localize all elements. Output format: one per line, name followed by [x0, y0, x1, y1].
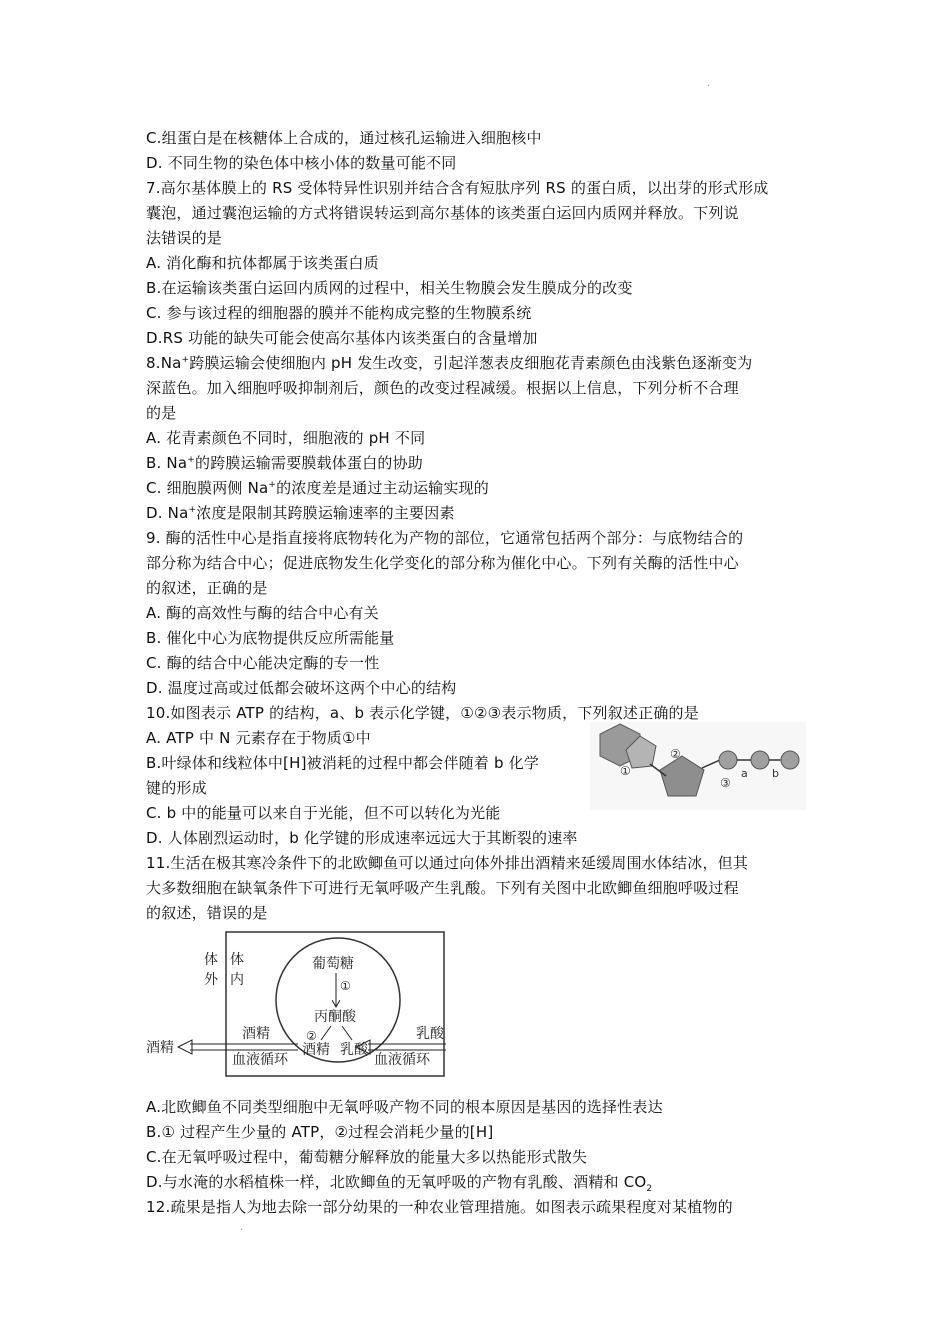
- q7-option-b: B.在运输该类蛋白运回内质网的过程中，相关生物膜会发生膜成分的改变: [146, 279, 633, 297]
- q11-stem-line2: 大多数细胞在缺氧条件下可进行无氧呼吸产生乳酸。下列有关图中北欧鲫鱼细胞呼吸过程: [146, 879, 739, 897]
- q7-option-c: C. 参与该过程的细胞器的膜并不能构成完整的生物膜系统: [146, 304, 532, 322]
- q9-stem-line1: 9. 酶的活性中心是指直接将底物转化为产物的部位，它通常包括两个部分：与底物结合的: [146, 529, 744, 547]
- q11-stem-line3: 的叙述，错误的是: [146, 904, 268, 922]
- label-outside-2: 外: [204, 972, 218, 988]
- respiration-figure: [146, 928, 446, 1080]
- atp-diagram: [590, 722, 806, 810]
- label-pyruvate: 丙酮酸: [314, 1009, 356, 1025]
- label-lactate-right: 乳酸: [416, 1026, 444, 1042]
- q9-option-c: C. 酶的结合中心能决定酶的专一性: [146, 654, 380, 672]
- q12-stem-line1: 12.疏果是指人为地去除一部分幼果的一种农业管理措施。如图表示疏果程度对某植物的: [146, 1198, 733, 1216]
- q8-option-b: B. Na+的跨膜运输需要膜载体蛋白的协助: [146, 454, 424, 472]
- q10-option-d: D. 人体剧烈运动时，b 化学键的形成速率远远大于其断裂的速率: [146, 829, 578, 847]
- q10-option-c: C. b 中的能量可以来自于光能，但不可以转化为光能: [146, 804, 501, 822]
- atp-structure-figure: [590, 722, 806, 810]
- label-2: ②: [670, 747, 681, 761]
- q11-option-d: D.与水淹的水稻植株一样，北欧鲫鱼的无氧呼吸的产物有乳酸、酒精和 $CO_2$: [146, 1173, 653, 1194]
- q8-stem-line2: 深蓝色。加入细胞呼吸抑制剂后，颜色的改变过程减缓。根据以上信息，下列分析不合理: [146, 379, 739, 397]
- label-alcohol-out: 酒精: [146, 1040, 174, 1056]
- q9-stem-line3: 的叙述，正确的是: [146, 579, 268, 597]
- q11-option-b: B.① 过程产生少量的 ATP，②过程会消耗少量的[H]: [146, 1123, 494, 1141]
- q11-stem-line1: 11.生活在极其寒冷条件下的北欧鲫鱼可以通过向体外排出酒精来延缓周围水体结冰，但其: [146, 854, 749, 872]
- q6-option-d: D. 不同生物的染色体中核小体的数量可能不同: [146, 154, 457, 172]
- q7-option-a: A. 消化酶和抗体都属于该类蛋白质: [146, 254, 379, 272]
- respiration-diagram: [146, 928, 446, 1080]
- arrow-to-alcohol: [321, 1026, 331, 1040]
- alcohol-out-arrowhead: [178, 1040, 192, 1054]
- q10-option-b-line2: 键的形成: [146, 779, 207, 797]
- label-3: ③: [720, 776, 731, 790]
- q7-stem-line1: 7.高尔基体膜上的 RS 受体特异性识别并结合含有短肽序列 RS 的蛋白质，以出芽的形式形成: [146, 179, 769, 197]
- label-outside-1: 体: [204, 952, 218, 968]
- q9-stem-line2: 部分称为结合中心；促进底物发生化学变化的部分称为催化中心。下列有关酶的活性中心: [146, 554, 739, 572]
- label-lactate-cell: 乳酸: [340, 1042, 368, 1058]
- q9-option-d: D. 温度过高或过低都会破坏这两个中心的结构: [146, 679, 457, 697]
- label-inside-2: 内: [230, 972, 244, 988]
- q10-stem: 10.如图表示 ATP 的结构，a、b 表示化学键，①②③表示物质，下列叙述正确的是: [146, 704, 699, 722]
- q10-option-a: A. ATP 中 N 元素存在于物质①中: [146, 729, 371, 747]
- phosphate-1: [719, 751, 737, 769]
- phosphate-3: [781, 751, 799, 769]
- label-1: ①: [620, 764, 631, 778]
- label-a: a: [741, 767, 748, 780]
- corner-mark: .: [707, 78, 711, 89]
- label-glucose: 葡萄糖: [312, 956, 354, 972]
- q8-option-d: D. Na+浓度是限制其跨膜运输速率的主要因素: [146, 504, 455, 522]
- arrow-to-lactate: [342, 1026, 352, 1040]
- q8-stem-line1: 8.Na+跨膜运输会使细胞内 pH 发生改变，引起洋葱表皮细胞花青素颜色由浅紫色逐渐变为: [146, 354, 753, 372]
- footer-mark: .: [240, 1222, 244, 1233]
- phosphate-2: [751, 751, 769, 769]
- label-alcohol-mid: 酒精: [242, 1026, 270, 1042]
- label-step2: ②: [306, 1029, 317, 1043]
- q6-option-c: C.组蛋白是在核糖体上合成的，通过核孔运输进入细胞核中: [146, 129, 542, 147]
- q8-stem-line3: 的是: [146, 404, 177, 422]
- q9-option-b: B. 催化中心为底物提供反应所需能量: [146, 629, 395, 647]
- label-inside-1: 体: [230, 952, 244, 968]
- label-b: b: [772, 767, 779, 780]
- label-blood-left: 血液循环: [232, 1052, 288, 1068]
- q9-option-a: A. 酶的高效性与酶的结合中心有关: [146, 604, 379, 622]
- label-blood-right: 血液循环: [374, 1052, 430, 1068]
- q8-option-a: A. 花青素颜色不同时，细胞液的 pH 不同: [146, 429, 426, 447]
- label-step1: ①: [340, 979, 351, 993]
- q11-option-c: C.在无氧呼吸过程中，葡萄糖分解释放的能量大多以热能形式散失: [146, 1148, 588, 1166]
- label-alcohol-cell: 酒精: [302, 1042, 330, 1058]
- q7-option-d: D.RS 功能的缺失可能会使高尔基体内该类蛋白的含量增加: [146, 329, 538, 347]
- q10-option-b-line1: B.叶绿体和线粒体中[H]被消耗的过程中都会伴随着 b 化学: [146, 754, 540, 772]
- q11-option-a: A.北欧鲫鱼不同类型细胞中无氧呼吸产物不同的根本原因是基因的选择性表达: [146, 1098, 663, 1116]
- q7-stem-line2: 囊泡，通过囊泡运输的方式将错误转运到高尔基体的该类蛋白运回内质网并释放。下列说: [146, 204, 739, 222]
- q8-option-c: C. 细胞膜两侧 Na+的浓度差是通过主动运输实现的: [146, 479, 489, 497]
- q7-stem-line3: 法错误的是: [146, 229, 223, 247]
